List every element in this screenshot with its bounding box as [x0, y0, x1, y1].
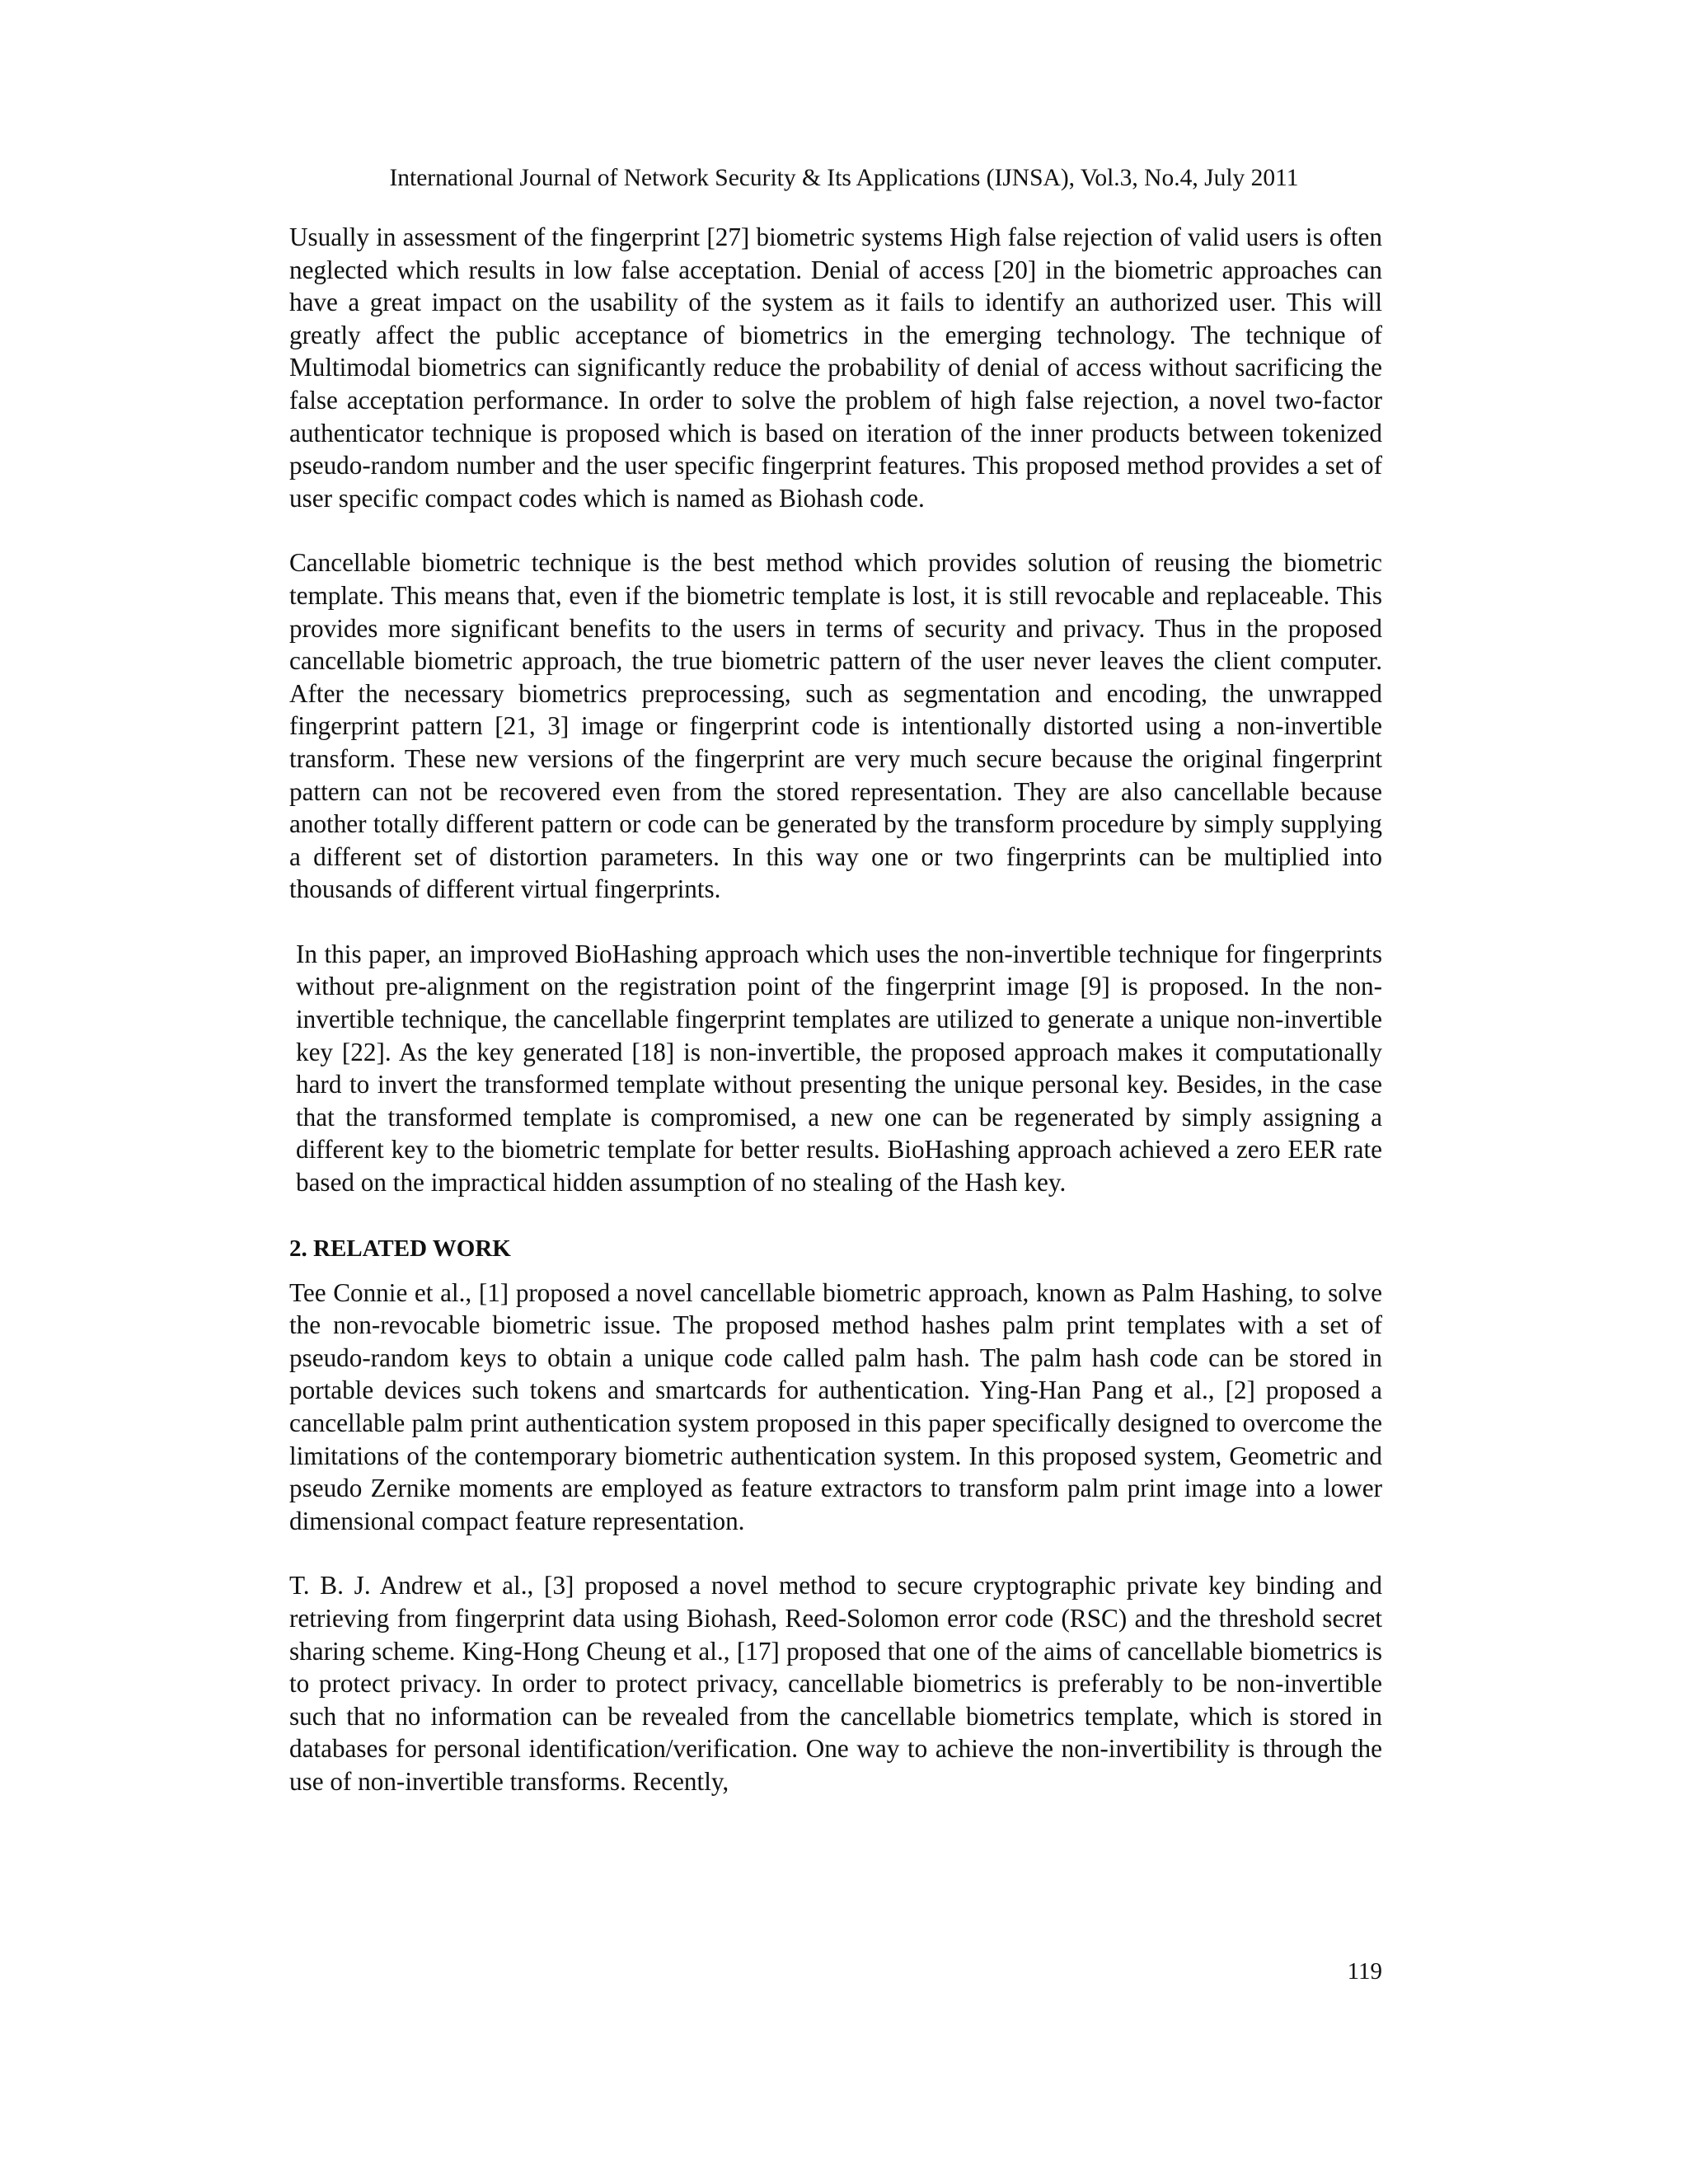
paragraph-palm-hashing: Tee Connie et al., [1] proposed a novel cancellable biometric approach, known as Palm Hashing, to solve the non-revocable biometric issue. The proposed method hashes palm print templates with a set of pseudo-random keys to obtain a unique code called palm hash. The palm hash code can be stored in portable devices such tokens and smartcards for authentication. Ying-Han Pang et al., [2] proposed a cancellable palm print authentication system proposed in this paper specifically designed to overcome the limitations of the contemporary biometric authentication system. In this proposed system, Geometric and pseudo Zernike moments are employed as feature extractors to transform palm print image into a lower dimensional compact feature representation.: [289, 1277, 1382, 1535]
page-number: 119: [1347, 1958, 1382, 1985]
paragraph-key-binding: T. B. J. Andrew et al., [3] proposed a novel method to secure cryptographic private key binding and retrieving from fingerprint data using Biohash, Reed-Solomon error code (RSC) and the threshold secret sharing scheme. King-Hong Cheung et al., [17] proposed that one of the aims of cancellable biometrics is to protect privacy. In order to protect privacy, cancellable biometrics is preferably to be non-invertible such that no information can be revealed from the cancellable biometrics template, which is stored in databases for personal identification/verification. One way to achieve the non-invertibility is through the use of non-invertible transforms. Recently,: [289, 1571, 1382, 1796]
body-text: [289, 221, 1382, 1798]
paragraph-improved-biohashing: In this paper, an improved BioHashing approach which uses the non-invertible technique for fingerprints without pre-alignment on the registration point of the fingerprint image [9] is proposed. In the non-invertible technique, the cancellable fingerprint templates are utilized to generate a unique non-invertible key [22]. As the key generated [18] is non-invertible, the proposed approach makes it computationally hard to invert the transformed template without presenting the unique personal key. Besides, in the case that the transformed template is compromised, a new one can be regenerated by simply assigning a different key to the biometric template for better results. BioHashing approach achieved a zero EER rate based on the impractical hidden assumption of no stealing of the Hash key.: [296, 939, 1382, 1197]
section-heading-related-work: 2. RELATED WORK: [289, 1235, 511, 1262]
paragraph-fingerprint-assessment: Usually in assessment of the fingerprint [27] biometric systems High false rejection of valid users is often neglected which results in low false acceptation. Denial of access [20] in the biometric approaches can have a great impact on the usability of the system as it fails to identify an authorized user. This will greatly affect the public acceptance of biometrics in the emerging technology. The technique of Multimodal biometrics can significantly reduce the probability of denial of access without sacrificing the false acceptation performance. In order to solve the problem of high false rejection, a novel two-factor authenticator technique is proposed which is based on iteration of the inner products between tokenized pseudo-random number and the user specific fingerprint features. This proposed method provides a set of user specific compact codes which is named as Biohash code.: [289, 223, 1382, 513]
running-header: International Journal of Network Security & Its Applications (IJNSA), Vol.3, No.4, July 2011: [389, 165, 1299, 191]
paragraph-cancellable-biometrics: Cancellable biometric technique is the best method which provides solution of reusing the biometric template. This means that, even if the biometric template is lost, it is still revocable and replaceable. This provides more significant benefits to the users in terms of security and privacy. Thus in the proposed cancellable biometric approach, the true biometric pattern of the user never leaves the client computer. After the necessary biometrics preprocessing, such as segmentation and encoding, the unwrapped fingerprint pattern [21, 3] image or fingerprint code is intentionally distorted using a non-invertible transform. These new versions of the fingerprint are very much secure because the original fingerprint pattern can not be recovered even from the stored representation. They are also cancellable because another totally different pattern or code can be generated by the transform procedure by simply supplying a different set of distortion parameters. In this way one or two fingerprints can be multiplied into thousands of different virtual fingerprints.: [289, 548, 1382, 904]
